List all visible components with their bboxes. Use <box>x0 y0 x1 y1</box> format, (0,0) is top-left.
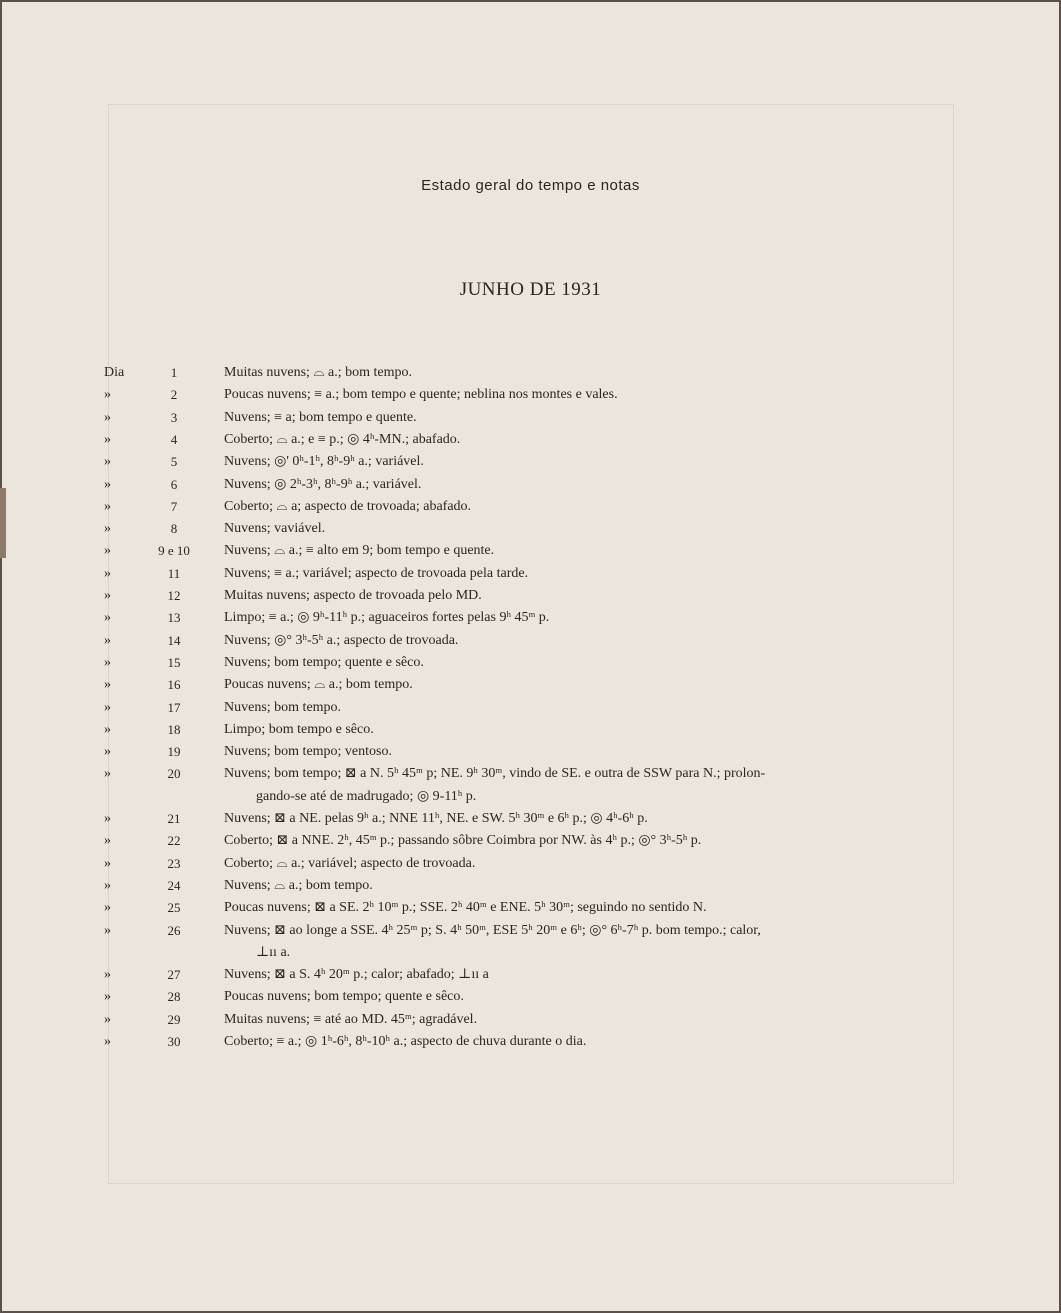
entry-row <box>0 362 1061 384</box>
entry-text: Nuvens; vaviável. <box>224 521 326 537</box>
entry-label: » <box>104 967 111 983</box>
entry-text: Nuvens; ⊠ ao longe a SSE. 4ʰ 25ᵐ p; S. 4ʰ 50ᵐ, ESE 5ʰ 20ᵐ e 6ʰ; ◎° 6ʰ-7ʰ p. bom tempo.; calor, <box>224 922 761 938</box>
entry-day: 11 <box>167 565 181 581</box>
entry-day: 9 e 10 <box>158 543 190 559</box>
entry-label: » <box>104 387 111 403</box>
entry-text: Coberto; ⌓ a.; variável; aspecto de trovoada. <box>224 855 476 871</box>
entry-day: 27 <box>167 967 181 983</box>
entry-row <box>0 808 1061 830</box>
entry-row-continuation <box>0 786 1061 808</box>
entry-day: 17 <box>167 699 181 715</box>
entry-day: 15 <box>167 654 181 670</box>
entry-label: » <box>104 565 111 581</box>
entry-row <box>0 763 1061 785</box>
entry-day: 22 <box>167 833 181 849</box>
entry-text: Nuvens; bom tempo; ventoso. <box>224 744 392 760</box>
entry-text: Nuvens; ⊠ a S. 4ʰ 20ᵐ p.; calor; abafado; ⊥ıı a <box>224 967 489 983</box>
entry-text: Nuvens; ≡ a.; variável; aspecto de trovoada pela tarde. <box>224 565 529 581</box>
entry-text: Limpo; ≡ a.; ◎ 9ʰ-11ʰ p.; aguaceiros fortes pelas 9ʰ 45ᵐ p. <box>224 610 550 626</box>
entry-day: 18 <box>167 721 181 737</box>
entry-label: » <box>104 721 111 737</box>
entry-row <box>0 897 1061 919</box>
entry-text: Coberto; ⌓ a.; e ≡ p.; ◎ 4ʰ-MN.; abafado. <box>224 431 461 447</box>
entry-text: Nuvens; bom tempo; ⊠ a N. 5ʰ 45ᵐ p; NE. 9ʰ 30ᵐ, vindo de SE. e outra de SSW para N.; prolon- <box>224 766 766 782</box>
entry-row <box>0 630 1061 652</box>
entry-row <box>0 674 1061 696</box>
entry-text: Nuvens; ≡ a; bom tempo e quente. <box>224 409 417 425</box>
entry-day: 21 <box>167 811 181 826</box>
entry-day: 4 <box>170 431 178 447</box>
entry-row <box>0 384 1061 406</box>
entry-row <box>0 875 1061 897</box>
entry-label: » <box>104 922 111 938</box>
entry-day: 3 <box>170 409 178 425</box>
entry-day: 30 <box>167 1034 181 1049</box>
entry-row <box>0 1009 1061 1031</box>
entry-row <box>0 741 1061 763</box>
entry-label: » <box>104 610 111 626</box>
entry-row <box>0 585 1061 607</box>
entry-label: » <box>104 677 111 693</box>
entry-text: Nuvens; ⌓ a.; ≡ alto em 9; bom tempo e quente. <box>224 543 495 559</box>
entry-text: Poucas nuvens; ⌓ a.; bom tempo. <box>224 677 413 693</box>
entry-label: » <box>104 476 111 492</box>
entry-label: » <box>104 766 111 782</box>
entry-day: 25 <box>167 900 181 916</box>
entry-row <box>0 474 1061 496</box>
entry-day: 26 <box>167 922 181 938</box>
entry-text: Poucas nuvens; ⊠ a SE. 2ʰ 10ᵐ p.; SSE. 2ʰ 40ᵐ e ENE. 5ʰ 30ᵐ; seguindo no sentido N. <box>224 900 707 916</box>
entry-day: 12 <box>167 588 181 603</box>
entry-label: » <box>104 498 111 514</box>
entry-label: » <box>104 543 111 559</box>
entry-day: 5 <box>170 454 178 470</box>
entry-text: Nuvens; bom tempo. <box>224 699 342 715</box>
entry-row <box>0 496 1061 518</box>
entry-text: Poucas nuvens; bom tempo; quente e sêco. <box>224 989 464 1005</box>
entry-text: Nuvens; ◎° 3ʰ-5ʰ a.; aspecto de trovoada. <box>224 632 459 648</box>
entry-row <box>0 652 1061 674</box>
entry-text: Nuvens; ⊠ a NE. pelas 9ʰ a.; NNE 11ʰ, NE. e SW. 5ʰ 30ᵐ e 6ʰ p.; ◎ 4ʰ-6ʰ p. <box>224 811 648 826</box>
entry-label: » <box>104 632 111 648</box>
entry-label: » <box>104 1034 111 1049</box>
entry-day: 23 <box>167 855 181 871</box>
entry-row <box>0 830 1061 852</box>
entry-day: 19 <box>167 744 181 760</box>
entry-text: Nuvens; ◎ 2ʰ-3ʰ, 8ʰ-9ʰ a.; variável. <box>224 476 422 492</box>
entry-row <box>0 853 1061 875</box>
entry-day: 7 <box>170 498 178 514</box>
entry-row <box>0 697 1061 719</box>
entry-text: Muitas nuvens; ⌓ a.; bom tempo. <box>224 365 413 380</box>
entry-row <box>0 719 1061 741</box>
entry-text: Coberto; ≡ a.; ◎ 1ʰ-6ʰ, 8ʰ-10ʰ a.; aspecto de chuva durante o dia. <box>224 1034 587 1049</box>
entry-row <box>0 429 1061 451</box>
entry-text-continuation: gando-se até de madrugado; ◎ 9-11ʰ p. <box>256 788 477 804</box>
entry-text: Muitas nuvens; ≡ até ao MD. 45ᵐ; agradável. <box>224 1011 478 1027</box>
entry-label: » <box>104 521 111 537</box>
entry-row <box>0 964 1061 986</box>
entry-row <box>0 607 1061 629</box>
entry-day: 1 <box>170 365 178 380</box>
entry-text: Limpo; bom tempo e sêco. <box>224 721 374 737</box>
entry-label: » <box>104 454 111 470</box>
entry-label: » <box>104 699 111 715</box>
entry-day: 13 <box>167 610 181 626</box>
entry-label: » <box>104 431 111 447</box>
entry-row-continuation <box>0 942 1061 964</box>
entry-day: 2 <box>170 387 178 403</box>
entry-label: » <box>104 588 111 603</box>
entry-row <box>0 518 1061 540</box>
entry-label: » <box>104 811 111 826</box>
entry-text-continuation: ⊥ıı a. <box>256 944 291 960</box>
entry-day: 8 <box>170 521 178 537</box>
entry-row <box>0 407 1061 429</box>
entry-day: 24 <box>167 877 181 893</box>
entry-label: » <box>104 654 111 670</box>
entry-day: 20 <box>167 766 181 782</box>
entry-label: » <box>104 833 111 849</box>
entry-text: Poucas nuvens; ≡ a.; bom tempo e quente; neblina nos montes e vales. <box>224 387 618 403</box>
entry-label: » <box>104 1011 111 1027</box>
entry-row <box>0 563 1061 585</box>
entry-label: » <box>104 877 111 893</box>
entry-text: Nuvens; ◎' 0ʰ-1ʰ, 8ʰ-9ʰ a.; variável. <box>224 454 424 470</box>
entry-text: Coberto; ⌓ a; aspecto de trovoada; abafado. <box>224 498 472 514</box>
entry-row <box>0 451 1061 473</box>
month-title: JUNHO DE 1931 <box>459 279 602 300</box>
entry-label: » <box>104 744 111 760</box>
entry-label: » <box>104 409 111 425</box>
entry-text: Nuvens; bom tempo; quente e sêco. <box>224 654 424 670</box>
entry-row <box>0 540 1061 562</box>
entry-day: 28 <box>167 989 181 1005</box>
entry-text: Coberto; ⊠ a NNE. 2ʰ, 45ᵐ p.; passando sôbre Coimbra por NW. às 4ʰ p.; ◎° 3ʰ-5ʰ p. <box>224 833 702 849</box>
entry-label: » <box>104 900 111 916</box>
entry-day: 14 <box>167 632 181 648</box>
entry-text: Nuvens; ⌓ a.; bom tempo. <box>224 877 373 893</box>
entry-label: » <box>104 989 111 1005</box>
page-heading: Estado geral do tempo e notas <box>421 177 640 194</box>
entry-day: 16 <box>167 677 181 693</box>
entry-text: Muitas nuvens; aspecto de trovoada pelo MD. <box>224 588 482 603</box>
entry-label: Dia <box>104 365 125 380</box>
entry-label: » <box>104 855 111 871</box>
entry-row <box>0 1031 1061 1053</box>
entry-row <box>0 986 1061 1008</box>
entry-day: 29 <box>167 1011 181 1027</box>
entry-day: 6 <box>170 476 178 492</box>
entry-row <box>0 920 1061 942</box>
